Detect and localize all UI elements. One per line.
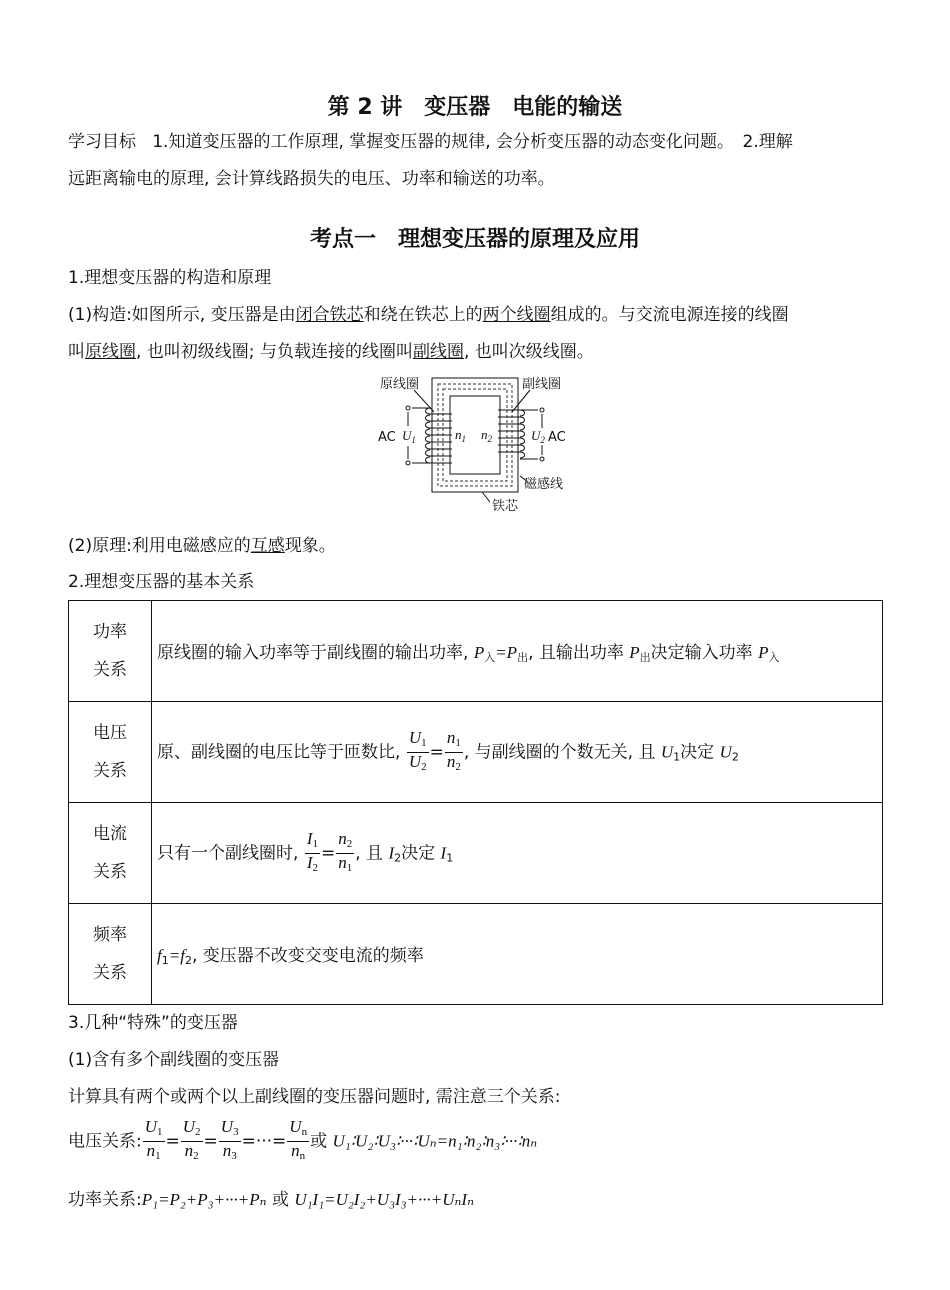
label-ac-right: AC — [548, 430, 566, 445]
leader-line — [414, 390, 434, 412]
text: 组成的。与交流电源连接的线圈 — [550, 305, 789, 325]
terminal — [540, 408, 544, 412]
power-relation — [68, 1185, 474, 1210]
section-title: 考点一 理想变压器的原理及应用 — [309, 227, 640, 252]
row-content: 原线圈的输入功率等于副线圈的输出功率, $P_入=P_出$, 且输出功率 $P_出$决定输入功率 $P_入$ — [152, 601, 883, 702]
heading-special-transformers: 3.几种“特殊”的变压器 — [68, 1013, 238, 1033]
table-row — [69, 904, 883, 1005]
objectives-text-1: 1.知道变压器的工作原理, 掌握变压器的规律, 会分析变压器的动态变化问题。 2.理解 — [152, 132, 793, 152]
row-header: 电流 关系 — [69, 803, 152, 904]
row-content: $f_1=f_2$, 变压器不改变交变电流的频率 — [152, 904, 883, 1005]
construction-paragraph-2 — [68, 337, 594, 362]
terminal — [406, 406, 410, 410]
label-u2: $U_2$ — [531, 428, 545, 445]
terminal — [406, 461, 410, 465]
fraction: $\frac{n_1}{n_2}$ — [446, 727, 461, 773]
text: (1)构造:如图所示, 变压器是由 — [68, 305, 296, 325]
underlined-term: 两个线圈 — [482, 305, 551, 325]
construction-paragraph-1 — [68, 300, 789, 325]
label-iron-core: 铁芯 — [492, 499, 519, 514]
voltage-ratio: U₁∶U₂∶U₃∶···∶Uₙ=n₁∶n₂∶n₃∶···∶nₙ — [332, 1131, 538, 1151]
row-header: 功率 关系 — [69, 601, 152, 702]
heading-basic-relations: 2.理想变压器的基本关系 — [68, 572, 255, 592]
objectives-label: 学习目标 — [68, 132, 136, 152]
objectives-line-2: 远距离输电的原理, 会计算线路损失的电压、功率和输送的功率。 — [68, 169, 555, 189]
table-row — [69, 803, 883, 904]
underlined-term: 原线圈 — [85, 342, 136, 362]
note-three-relations: 计算具有两个或两个以上副线圈的变压器问题时, 需注意三个关系: — [68, 1087, 561, 1107]
relations-table — [68, 600, 883, 1005]
leader-line — [482, 492, 490, 502]
label-n2: $n_2$ — [481, 427, 492, 444]
underlined-term: 副线圈 — [412, 342, 464, 362]
principle-paragraph — [68, 531, 336, 556]
label-secondary-coil: 副线圈 — [522, 377, 562, 392]
row-content: 原、副线圈的电压比等于匝数比, $\frac{U_1}{U_2}$ = $\frac{n_1}{n_2}$ , 与副线圈的个数无关, 且 $U_1$决定 $U_2$ — [152, 702, 883, 803]
row-header: 电压 关系 — [69, 702, 152, 803]
terminal — [540, 457, 544, 461]
text: 或 — [271, 1190, 289, 1210]
table-row — [69, 702, 883, 803]
label-primary-coil: 原线圈 — [380, 377, 420, 392]
text: , 也叫次级线圈。 — [463, 342, 594, 362]
fraction: $\frac{U_1}{U_2}$ — [408, 727, 427, 773]
power-equation-1: P₁=P₂+P₃+···+Pₙ — [141, 1190, 267, 1209]
text: 现象。 — [284, 536, 336, 556]
label-flux-lines: 磁感线 — [524, 477, 564, 492]
heading-construction: 1.理想变压器的构造和原理 — [68, 268, 272, 288]
row-header: 频率 关系 — [69, 904, 152, 1005]
underlined-term: 互感 — [250, 536, 285, 556]
lecture-title: 第 2 讲 变压器 电能的输送 — [327, 95, 623, 120]
text: 叫 — [68, 342, 85, 362]
voltage-relation: 电压关系: $\frac{U_1}{n_1}$ = $\frac{U_2}{n_2}$ = $\frac{U_3}{n_3}$ =···= $\frac{U_n}{n_n}$ 或 U₁∶U₂∶U₃∶···∶Uₙ=n₁∶n₂∶n₃∶···∶nₙ — [68, 1117, 538, 1162]
label-ac-left: AC — [378, 430, 396, 445]
label-n1: $n_1$ — [455, 427, 466, 444]
transformer-diagram — [372, 372, 582, 517]
text: (2)原理:利用电磁感应的 — [68, 536, 251, 556]
text: 和绕在铁芯上的 — [363, 305, 483, 325]
fraction: $\frac{I_1}{I_2}$ — [306, 828, 318, 874]
power-equation-2: U₁I₁=U₂I₂+U₃I₃+···+UₙIₙ — [294, 1190, 474, 1209]
text: , 也叫初级线圈; 与负载连接的线圈叫 — [136, 342, 413, 362]
label-u1: $U_1$ — [402, 428, 416, 445]
objectives-line-1 — [68, 127, 793, 152]
label: 功率关系: — [68, 1190, 142, 1210]
table-row — [69, 601, 883, 702]
text: 或 — [310, 1131, 328, 1152]
row-content: 只有一个副线圈时, $\frac{I_1}{I_2}$ = $\frac{n_2}{n_1}$ , 且 $I_2$决定 $I_1$ — [152, 803, 883, 904]
subheading-multiple-secondaries: (1)含有多个副线圈的变压器 — [68, 1050, 280, 1070]
label: 电压关系: — [68, 1131, 142, 1152]
fraction: $\frac{n_2}{n_1}$ — [338, 828, 353, 874]
underlined-term: 闭合铁芯 — [295, 305, 364, 325]
